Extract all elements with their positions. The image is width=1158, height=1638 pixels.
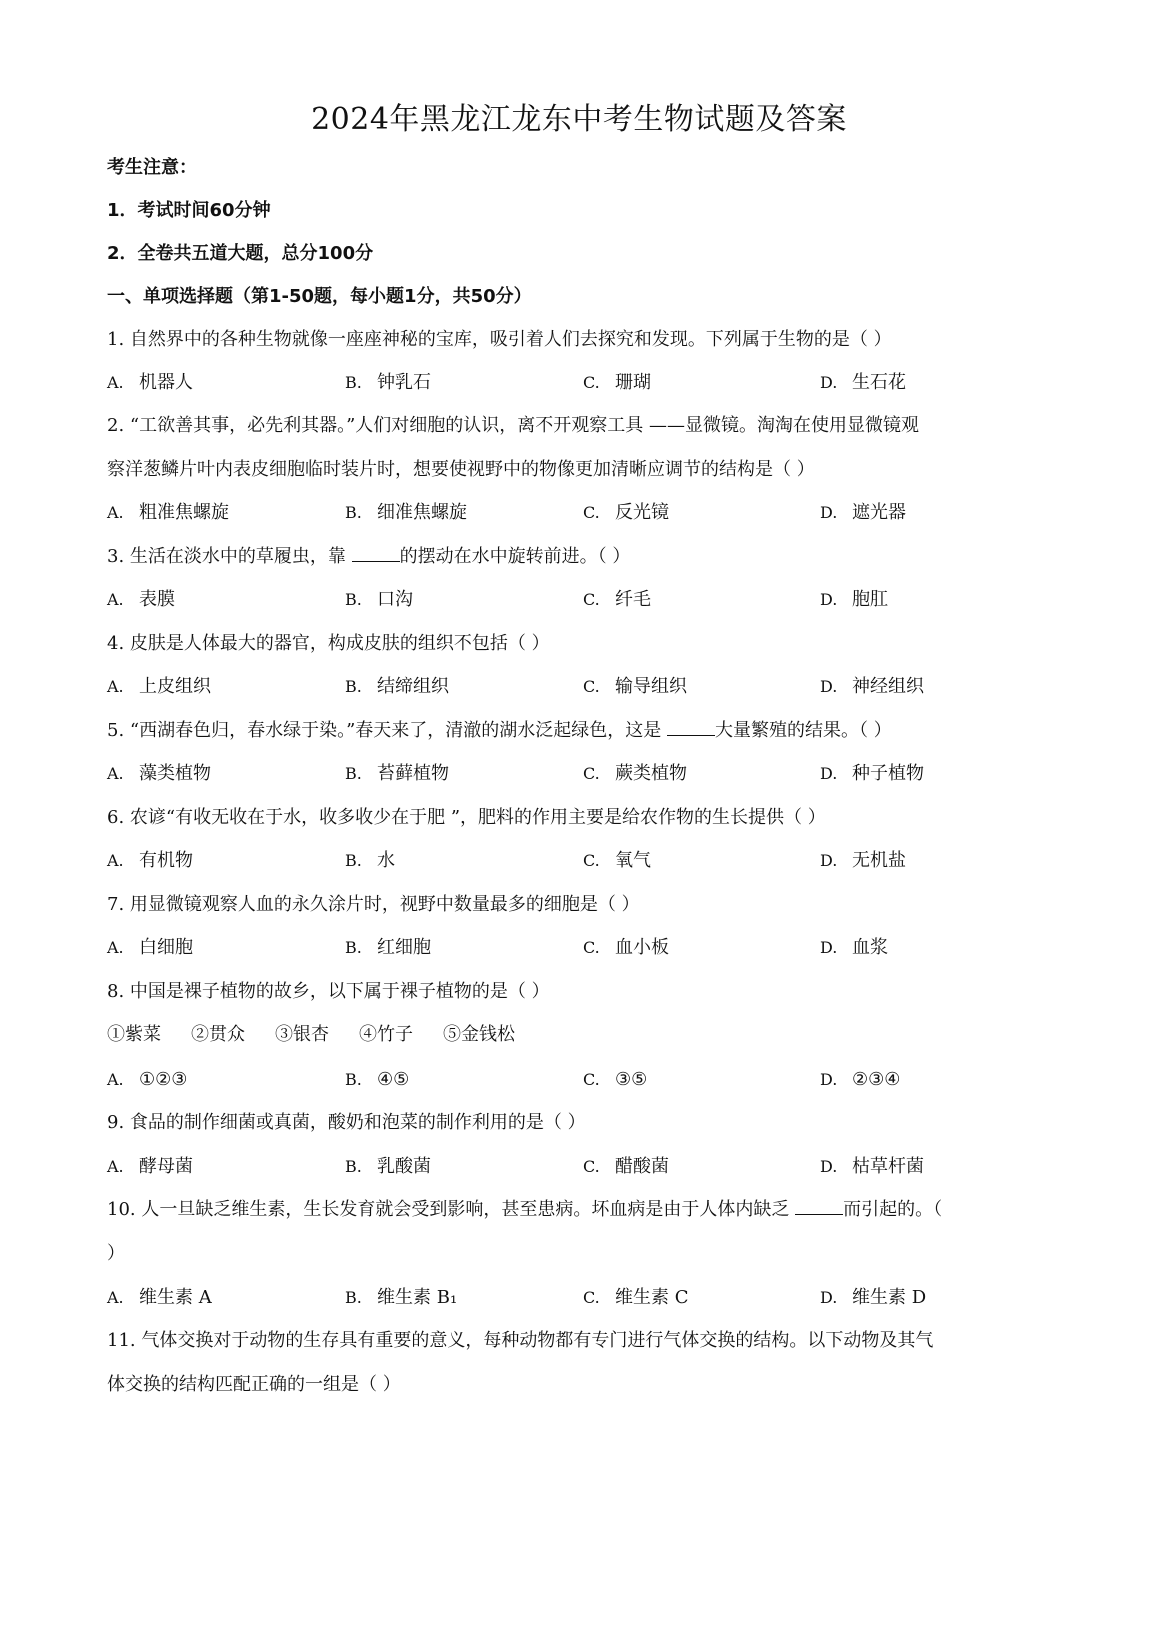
question-3: 3. 生活在淡水中的草履虫，靠 的摆动在水中旋转前进。（ ） bbox=[107, 543, 630, 571]
item-4: ④竹子 bbox=[359, 1024, 413, 1045]
option-d: D. 神经组织 bbox=[820, 676, 924, 697]
option-d: D. ②③④ bbox=[820, 1069, 901, 1090]
question-10: 10. 人一旦缺乏维生素，生长发育就会受到影响，甚至患病。坏血病是由于人体内缺乏 而引起的。（ bbox=[107, 1196, 942, 1224]
answer-blank bbox=[352, 543, 400, 562]
option-a: A. 白细胞 bbox=[107, 937, 193, 958]
option-c: C. 血小板 bbox=[583, 937, 669, 958]
option-c: C. 输导组织 bbox=[583, 676, 687, 697]
option-a: A. 维生素 A bbox=[107, 1287, 212, 1308]
option-c: C. 珊瑚 bbox=[583, 372, 651, 393]
question-5: 5. “西湖春色归，春水绿于染。”春天来了，清澈的湖水泛起绿色，这是 大量繁殖的结果。（ ） bbox=[107, 717, 892, 745]
question-4-options bbox=[107, 673, 1067, 701]
question-10-line-2: ） bbox=[107, 1243, 125, 1264]
option-b: B. 红细胞 bbox=[345, 937, 431, 958]
item-2: ②贯众 bbox=[191, 1024, 245, 1045]
option-c: C. ③⑤ bbox=[583, 1069, 648, 1090]
answer-blank bbox=[667, 717, 715, 736]
item-1: ①紫菜 bbox=[107, 1024, 161, 1045]
option-b: B. 乳酸菌 bbox=[345, 1156, 431, 1177]
option-a: A. 表膜 bbox=[107, 589, 175, 610]
question-8-items bbox=[107, 1021, 541, 1049]
question-8-options bbox=[107, 1066, 1067, 1094]
question-4: 4. 皮肤是人体最大的器官，构成皮肤的组织不包括（ ） bbox=[107, 633, 550, 654]
question-5-options bbox=[107, 760, 1067, 788]
option-a: A. 粗准焦螺旋 bbox=[107, 502, 229, 523]
option-d: D. 遮光器 bbox=[820, 502, 906, 523]
option-b: B. 水 bbox=[345, 850, 395, 871]
option-d: D. 胞肛 bbox=[820, 589, 888, 610]
option-b: B. 结缔组织 bbox=[345, 676, 449, 697]
notice-heading: 考生注意： bbox=[107, 157, 197, 178]
option-d: D. 无机盐 bbox=[820, 850, 906, 871]
notice-item-1: 1．考试时间60分钟 bbox=[107, 200, 271, 221]
question-3-options bbox=[107, 586, 1067, 614]
question-1-options bbox=[107, 369, 1067, 397]
question-6: 6. 农谚“有收无收在于水，收多收少在于肥 ”，肥料的作用主要是给农作物的生长提供（ ） bbox=[107, 807, 826, 828]
section-heading: 一、单项选择题（第1-50题，每小题1分，共50分） bbox=[107, 286, 532, 307]
option-d: D. 血浆 bbox=[820, 937, 888, 958]
option-c: C. 蕨类植物 bbox=[583, 763, 687, 784]
question-9: 9. 食品的制作细菌或真菌，酸奶和泡菜的制作利用的是（ ） bbox=[107, 1112, 586, 1133]
option-d: D. 维生素 D bbox=[820, 1287, 927, 1308]
option-c: C. 纤毛 bbox=[583, 589, 651, 610]
option-a: A. 机器人 bbox=[107, 372, 193, 393]
option-d: D. 枯草杆菌 bbox=[820, 1156, 924, 1177]
answer-blank bbox=[795, 1196, 843, 1215]
option-c: C. 维生素 C bbox=[583, 1287, 689, 1308]
option-b: B. 维生素 B₁ bbox=[345, 1287, 458, 1308]
notice-item-2: 2．全卷共五道大题，总分100分 bbox=[107, 243, 374, 264]
item-3: ③银杏 bbox=[275, 1024, 329, 1045]
option-b: B. 苔藓植物 bbox=[345, 763, 449, 784]
option-a: A. 藻类植物 bbox=[107, 763, 211, 784]
question-11-line-2: 体交换的结构匹配正确的一组是（ ） bbox=[107, 1374, 401, 1395]
option-d: D. 生石花 bbox=[820, 372, 906, 393]
option-c: C. 醋酸菌 bbox=[583, 1156, 669, 1177]
option-c: C. 氧气 bbox=[583, 850, 651, 871]
question-10-options bbox=[107, 1284, 1067, 1312]
question-2-options bbox=[107, 499, 1067, 527]
question-8: 8. 中国是裸子植物的故乡，以下属于裸子植物的是（ ） bbox=[107, 981, 550, 1002]
question-2-line-2: 察洋葱鳞片叶内表皮细胞临时装片时，想要使视野中的物像更加清晰应调节的结构是（ ） bbox=[107, 459, 815, 480]
question-6-options bbox=[107, 847, 1067, 875]
question-7: 7. 用显微镜观察人血的永久涂片时，视野中数量最多的细胞是（ ） bbox=[107, 894, 640, 915]
question-11-line-1: 11. 气体交换对于动物的生存具有重要的意义，每种动物都有专门进行气体交换的结构。以下动物及其气 bbox=[107, 1330, 934, 1351]
question-9-options bbox=[107, 1153, 1067, 1181]
option-b: B. 口沟 bbox=[345, 589, 413, 610]
document-title: 2024年黑龙江龙东中考生物试题及答案 bbox=[311, 102, 847, 137]
option-a: A. 上皮组织 bbox=[107, 676, 211, 697]
option-a: A. ①②③ bbox=[107, 1069, 188, 1090]
option-b: B. 细准焦螺旋 bbox=[345, 502, 467, 523]
option-b: B. ④⑤ bbox=[345, 1069, 410, 1090]
question-1: 1. 自然界中的各种生物就像一座座神秘的宝库，吸引着人们去探究和发现。下列属于生物的是（ ） bbox=[107, 329, 892, 350]
option-a: A. 酵母菌 bbox=[107, 1156, 193, 1177]
option-d: D. 种子植物 bbox=[820, 763, 924, 784]
option-b: B. 钟乳石 bbox=[345, 372, 431, 393]
question-2-line-1: 2. “工欲善其事，必先利其器。”人们对细胞的认识，离不开观察工具 ——显微镜。淘淘在使用显微镜观 bbox=[107, 415, 920, 436]
item-5: ⑤金钱松 bbox=[443, 1024, 515, 1045]
option-c: C. 反光镜 bbox=[583, 502, 669, 523]
option-a: A. 有机物 bbox=[107, 850, 193, 871]
question-7-options bbox=[107, 934, 1067, 962]
